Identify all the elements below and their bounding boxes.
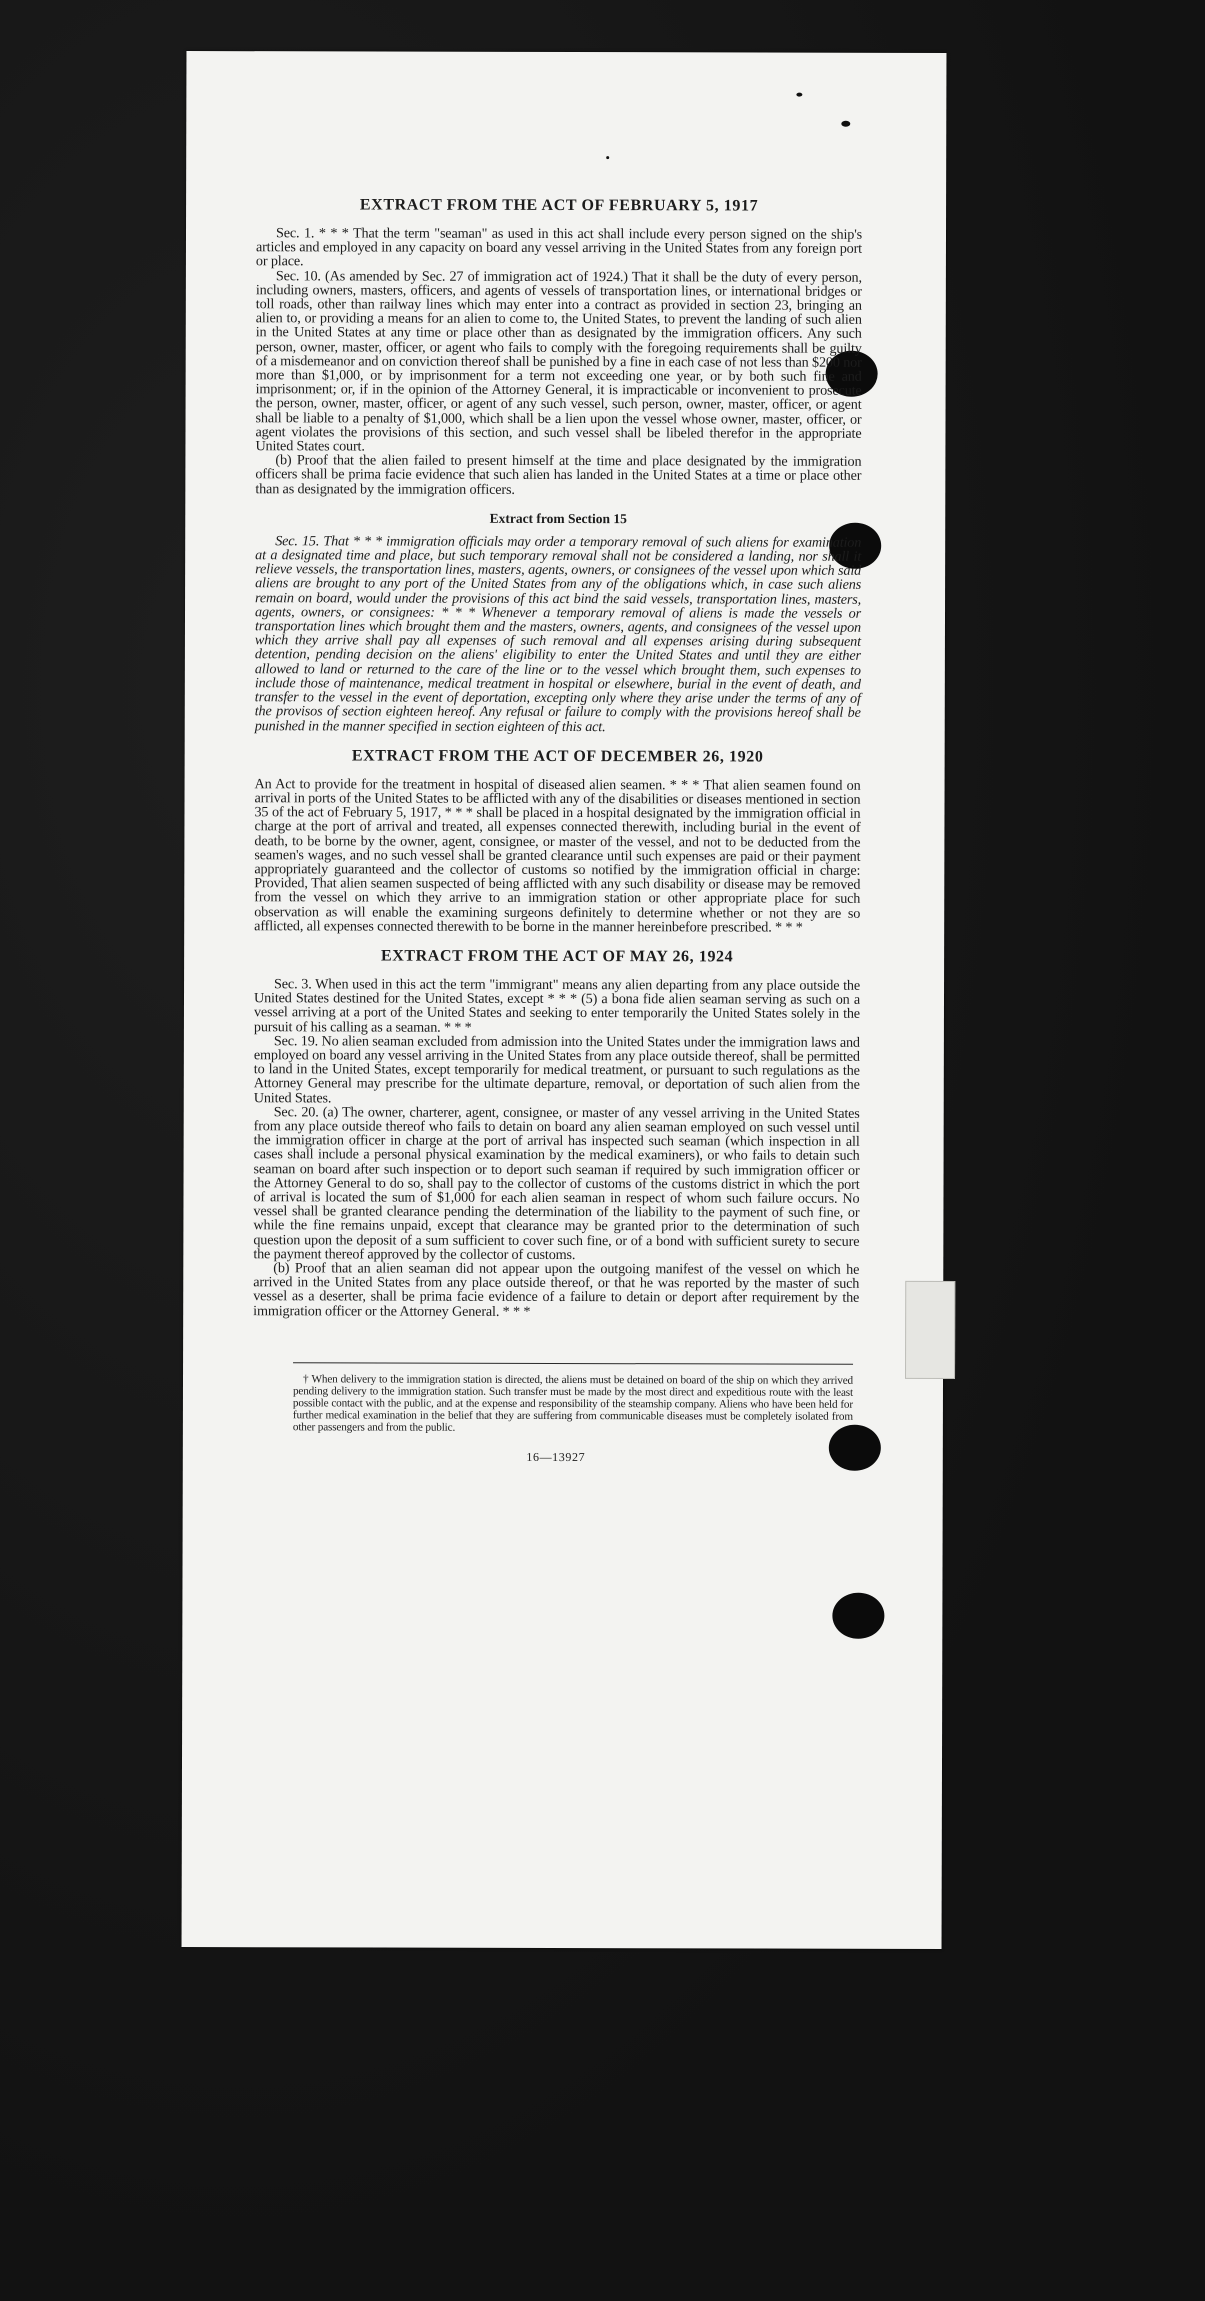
section-act-1920 [254,747,860,935]
section-extract-15 [255,510,862,734]
paragraph: An Act to provide for the treatment in hospital of diseased alien seamen. * * * That alien seamen found on arrival in ports of the United States to be afflicted with any of the disabilities or diseases mentioned in section 35 of the act of February 5, 1917, * * * shall be placed in a hospital designated by the immigration official in charge at the port of arrival and treated, all expenses connected therewith, including burial in the event of death, to be borne by the owner, agent, consignee, or master of the vessel, and not to be deducted from the seamen's wages, and no such vessel shall be granted clearance until such expenses are paid or their payment appropriately guaranteed and the collector of customs so notified by the immigration official in charge: Provided, That alien seamen suspected of being afflicted with any such disability or disease may be removed from the vessel on which they arrive to an immigration station or other appropriate place for such observation as will enable the examining surgeons definitely to determine whether or not they are so afflicted, all expenses connected therewith to be borne in the manner hereinbefore prescribed. * * * [254,775,861,936]
section-heading: EXTRACT FROM THE ACT OF MAY 26, 1924 [380,947,734,966]
section-act-1924 [253,947,860,1319]
section-heading: EXTRACT FROM THE ACT OF FEBRUARY 5, 1917 [359,196,759,215]
paragraph: (b) Proof that an alien seaman did not appear upon the outgoing manifest of the vessel on which he arrived in the United States from any place outside thereof, or that he was reported by the master of such vessel as a deserter, shall be prima facie evidence of a failure to detain or deport after requirement by the immigration officer or the Attorney General. * * * [253,1260,860,1320]
paragraph: Sec. 19. No alien seaman excluded from admission into the United States under the immigration laws and employed on board any vessel arriving in the United States from any place outside thereof, shall be permitted to land in the United States, except temporarily for medical treatment, or pursuant to such regulations as the Attorney General may prescribe for the ultimate departure, removal, or deportation of such alien from the United States. [253,1032,860,1106]
ink-speck [606,156,609,159]
paragraph: (b) Proof that the alien failed to present himself at the time and place designated by the immigration officers shall be prima facie evidence that such alien has landed in the United States at a time or place other than as designated by the immigration officers. [255,452,862,498]
page-number: 16—13927 [526,1449,586,1464]
paragraph: Sec. 3. When used in this act the term "immigrant" means any alien departing from any place outside the United States destined for the United States, except * * * (5) a bona fide alien seaman serving as such on a vessel arriving at a port of the United States and seeking to enter temporarily the United States solely in the pursuit of his calling as a seaman. * * * [253,976,861,1036]
paragraph: Sec. 20. (a) The owner, charterer, agent, consignee, or master of any vessel arriving in the United States from any place outside thereof who fails to detain on board any alien seaman employed on such vessel until the immigration officer in charge at the port of arrival has inspected such seaman (which inspection in all cases shall include a personal physical examination by the medical examiners), or who fails to detain such seaman on board after such inspection or to deport such seaman if required by such immigration officer or the Attorney General to do so, shall pay to the collector of customs of the customs district in which the port of arrival is located the sum of $1,000 for each alien seaman in respect of whom such failure occurs. No vessel shall be granted clearance pending the determination of the liability to the payment of such fine, or while the fine remains unpaid, except that clearance may be granted prior to the determination of such question upon the deposit of a sum sufficient to cover such fine, or of a bond with sufficient surety to secure the payment thereof approved by the collector of customs. [253,1104,860,1263]
tape-strip [905,1281,955,1379]
section-heading: EXTRACT FROM THE ACT OF DECEMBER 26, 1920 [351,747,764,766]
document-body [253,196,862,1465]
section-act-1917 [255,196,862,497]
ink-speck [796,93,802,97]
paragraph-italic: Sec. 15. That * * * immigration officials may order a temporary removal of such aliens for examination at a designated time and place, but such temporary removal shall not be considered a landing, nor shall it relieve vessels, the transportation lines, masters, agents, owners, or consignees of the vessel upon which said aliens are brought to any port of the United States from any of the obligations which, in case such aliens remain on board, would under the provisions of this act bind the said vessels, transportation lines, masters, agents, owners, or consignees: * * * Whenever a temporary removal of aliens is made the vessels or transportation lines which brought them and the masters, owners, agents, and consignees of the vessel upon which they arrive shall pay all expenses of such removal and all expenses arising during subsequent detention, pending decision on the aliens' eligibility to enter the United States and until they are either allowed to land or returned to the care of the line or to the vessel which brought them, such expenses to include those of maintenance, medical treatment in hospital or elsewhere, burial in the event of death, and transfer to the vessel in the event of deportation, excepting only where they arise under the terms of any of the provisos of section eighteen hereof. Any refusal or failure to comply with the provisions hereof shall be punished in the manner specified in section eighteen of this act. [254,533,862,735]
paragraph: Sec. 10. (As amended by Sec. 27 of immigration act of 1924.) That it shall be the duty of every person, including owners, masters, officers, and agents of vessels of transportation lines, or international bridges or toll roads, other than railway lines which may enter into a contract as provided in section 23, bringing an alien to, or providing a means for an alien to come to, the United States, to prevent the landing of such alien in the United States at any time or place other than as designated by the immigration officers. Any such person, owner, master, officer, or agent who fails to comply with the foregoing requirements shall be guilty of a misdemeanor and on conviction thereof shall be punished by a fine in each case of not less than $200 nor more than $1,000, or by imprisonment for a term not exceeding one year, or by both such fine and imprisonment; or, if in the opinion of the Attorney General, it is impracticable or inconvenient to prosecute the person, owner, master, officer, or agent of any such vessel, such person, owner, master, officer, or agent shall be liable to a penalty of $1,000, which shall be a lien upon the vessel whose owner, master, officer, or agent violates the provisions of this section, and such vessel shall be libeled therefor in the appropriate United States court. [255,267,862,455]
punch-hole [832,1593,884,1639]
footnote: † When delivery to the immigration station is directed, the aliens must be detained on board of the ship on which they arrived pending delivery to the immigration station. Such transfer must be made by the most direct and expeditious route with the least possible contact with the public, and at the expense and responsibility of the steamship company. Aliens who have been held for further medical examination in the belief that they are suffering from communicable diseases must be completely isolated from other passengers and from the public. [292,1373,854,1434]
section-subheading: Extract from Section 15 [489,510,627,527]
ink-speck [841,121,850,127]
footnote-rule [293,1362,853,1364]
document-page [182,51,947,1949]
paragraph: Sec. 1. * * * That the term "seaman" as used in this act shall include every person signed on the ship's articles and employed in any capacity on board any vessel arriving in the United States from any foreign port or place. [255,225,863,270]
